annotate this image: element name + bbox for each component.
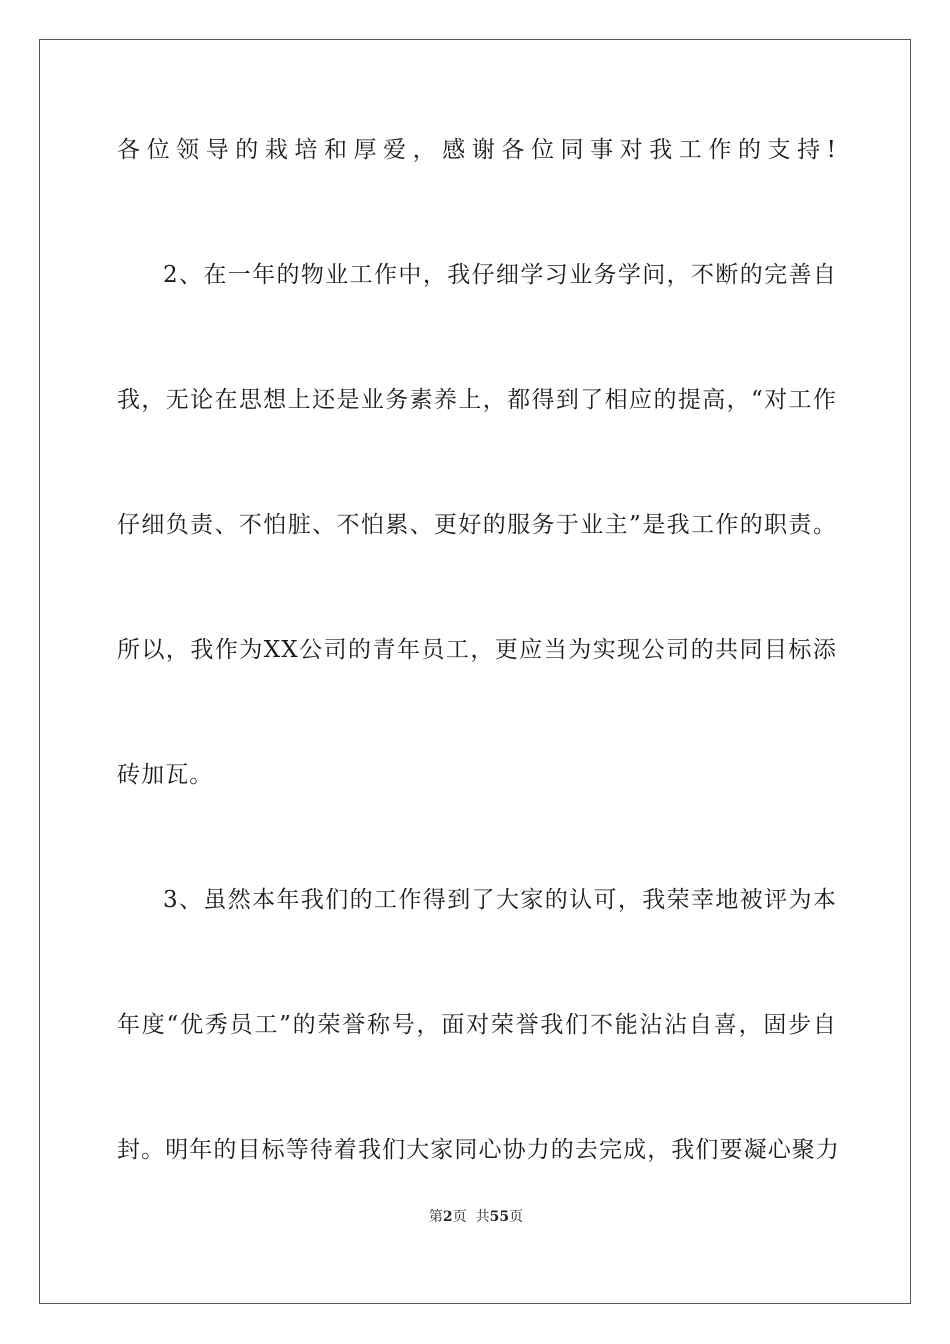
footer-suffix: 页 [509,1209,524,1225]
text-line-8: 年度“优秀员工”的荣誉称号，面对荣誉我们不能沾沾自喜，固步自 [117,1012,837,1038]
page-frame [39,39,911,1304]
page-footer [40,1208,912,1226]
text-line-6: 砖加瓦。 [117,762,214,788]
total-page-count: 55 [489,1209,510,1225]
footer-mid: 页 共 [452,1209,490,1225]
text-line-2: 2、在一年的物业工作中，我仔细学习业务学问，不断的完善自 [163,262,837,288]
text-line-3: 我，无论在思想上还是业务素养上，都得到了相应的提高，“对工作 [117,387,837,413]
text-line-1: 各位领导的栽培和厚爱，感谢各位同事对我工作的支持! [117,137,837,163]
text-line-9: 封。明年的目标等待着我们大家同心协力的去完成，我们要凝心聚力 [117,1137,840,1163]
text-line-7: 3、虽然本年我们的工作得到了大家的认可，我荣幸地被评为本 [163,887,837,913]
current-page-number: 2 [442,1209,453,1225]
text-line-5: 所以，我作为XX公司的青年员工，更应当为实现公司的共同目标添 [117,637,837,663]
text-line-4: 仔细负责、不怕脏、不怕累、更好的服务于业主”是我工作的职责。 [117,512,837,538]
footer-prefix: 第 [428,1209,443,1225]
